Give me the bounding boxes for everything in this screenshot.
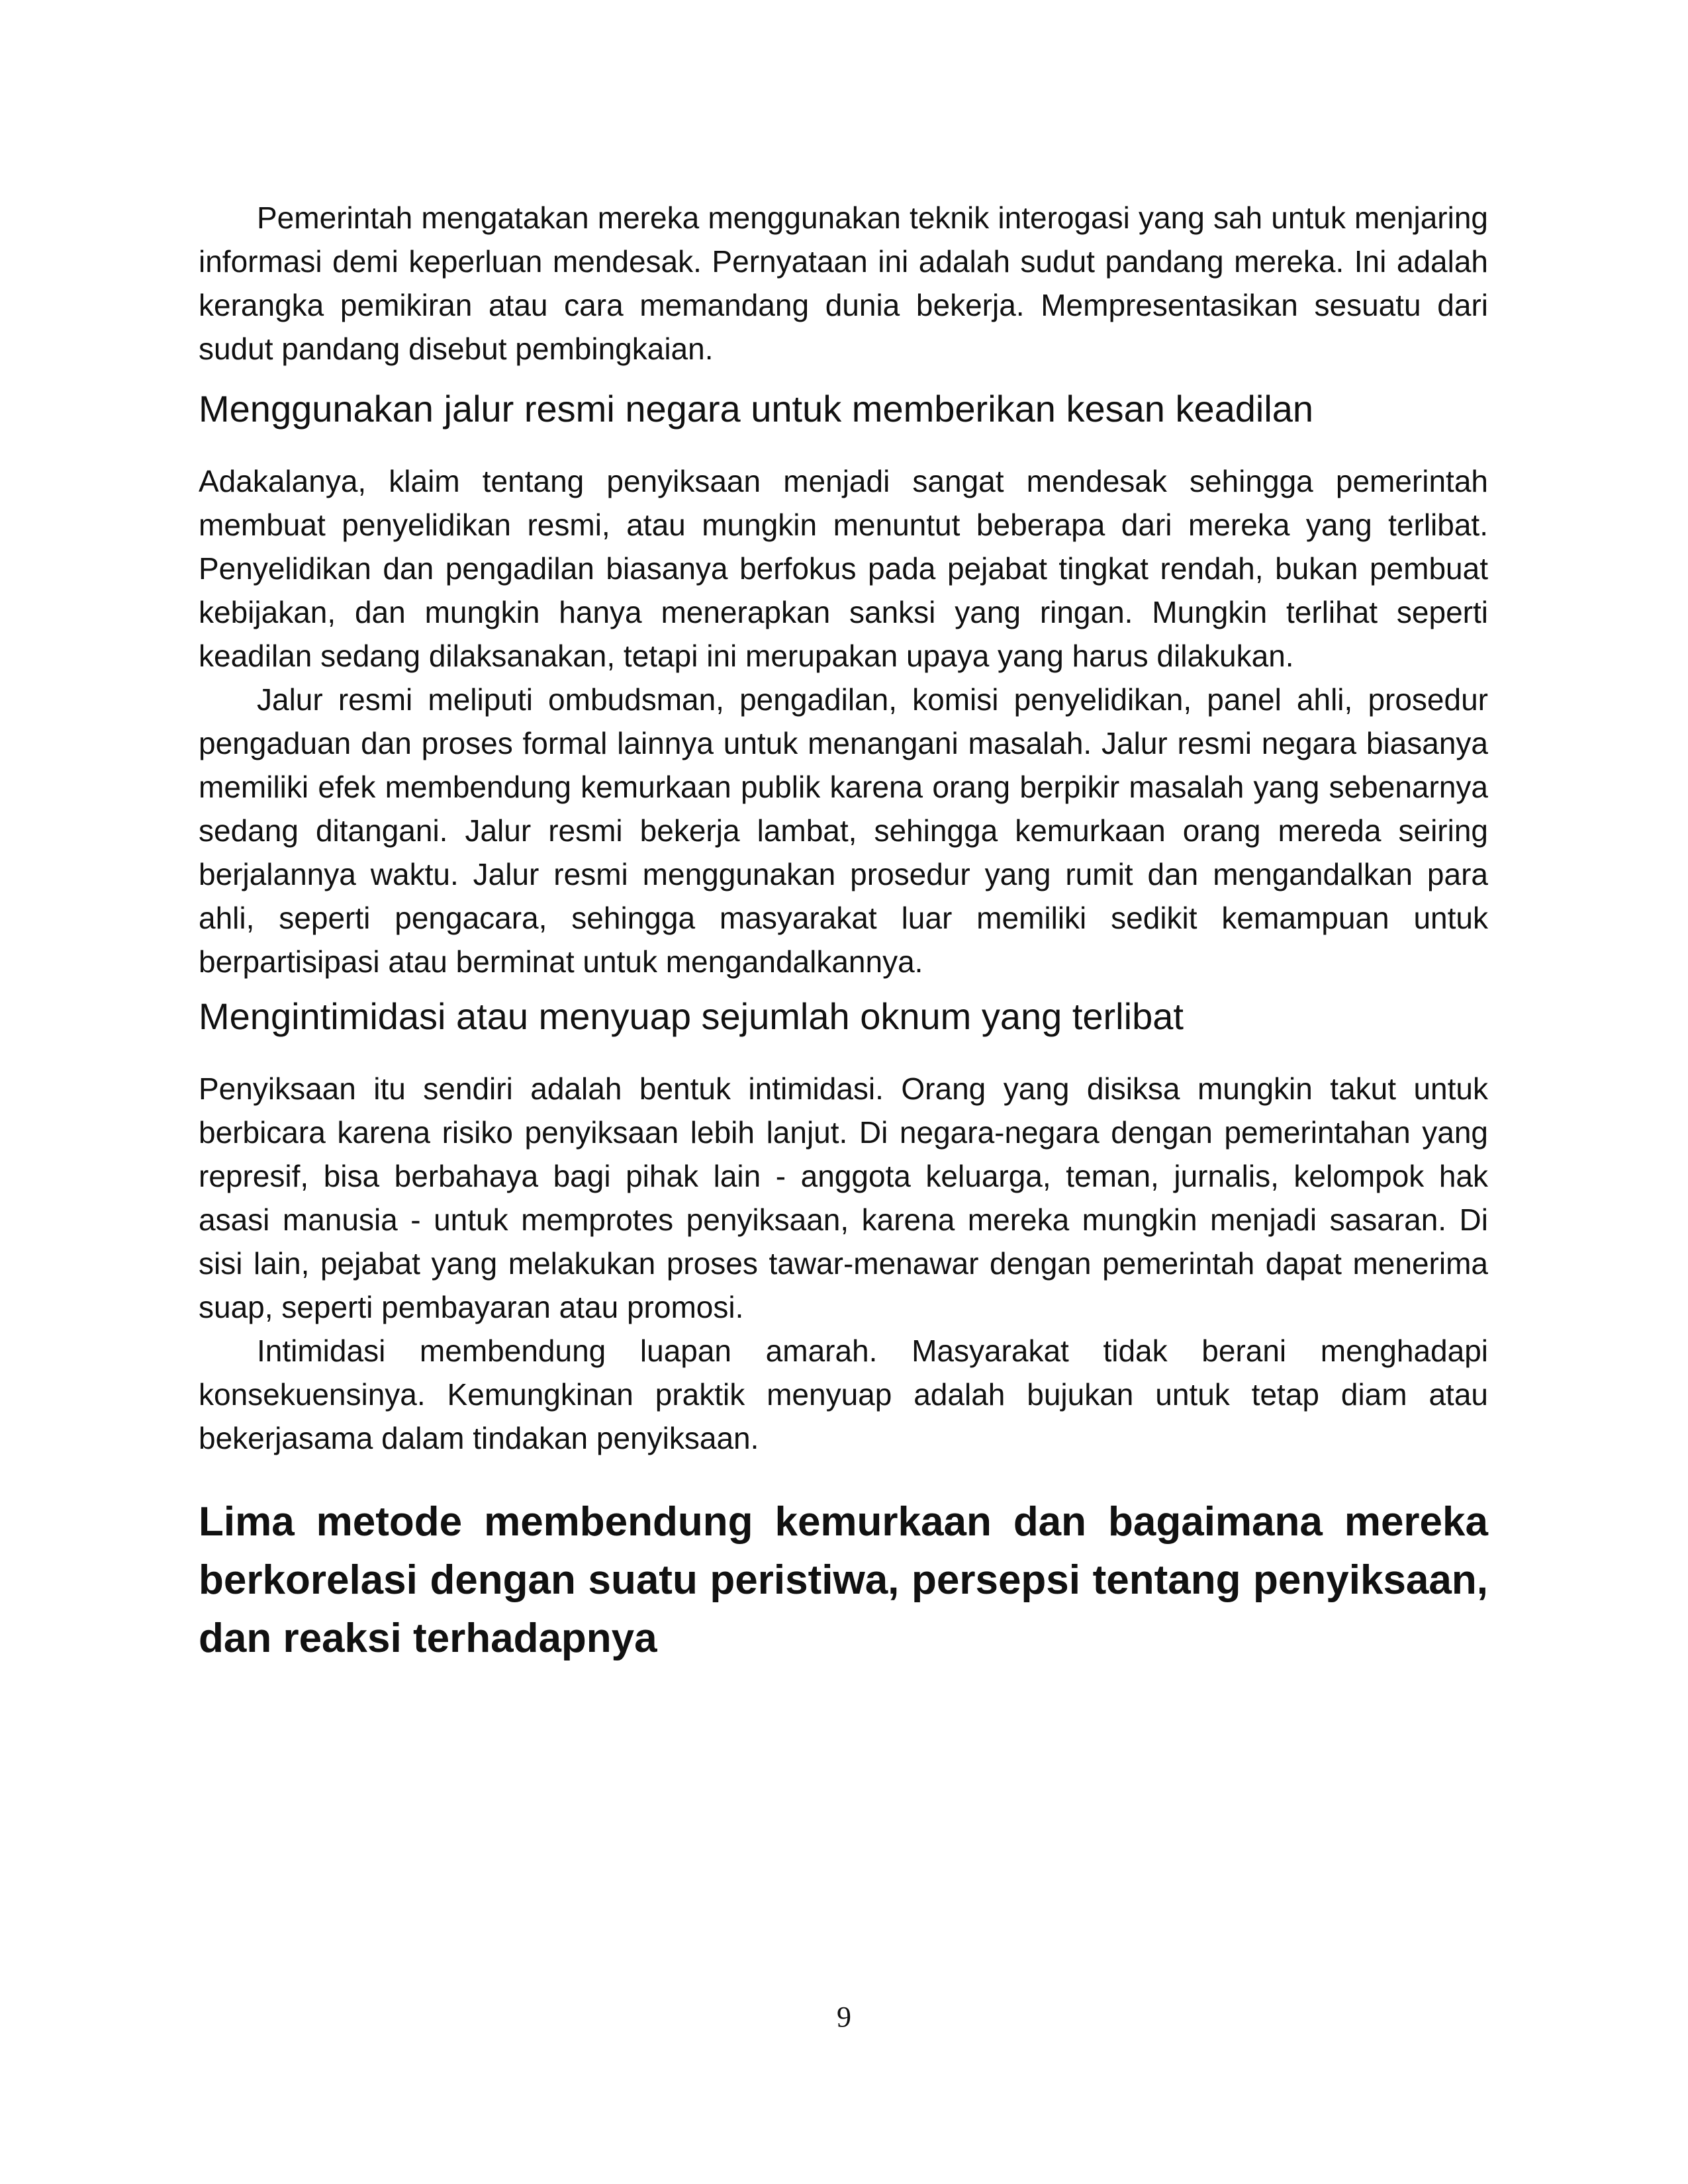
subheading-official-channels: Menggunakan jalur resmi negara untuk memberikan kesan keadilan	[199, 388, 1314, 430]
subheading-intimidation-bribery: Mengintimidasi atau menyuap sejumlah oknum yang terlibat	[199, 995, 1184, 1037]
paragraph-official-channels-effect: Jalur resmi meliputi ombudsman, pengadilan, komisi penyelidikan, panel ahli, prosedur pengaduan dan proses formal lainnya untuk menangani masalah. Jalur resmi negara biasanya memiliki efek membendung kemurkaan publik karena orang berpikir masalah yang sebenarnya sedang ditangani. Jalur resmi bekerja lambat, sehingga kemurkaan orang mereda seiring berjalannya waktu. Jalur resmi menggunakan prosedur yang rumit dan mengandalkan para ahli, seperti pengacara, sehingga masyarakat luar memiliki sedikit kemampuan untuk berpartisipasi atau berminat untuk mengandalkannya.	[199, 682, 1488, 979]
paragraph-intimidation-effect: Intimidasi membendung luapan amarah. Masyarakat tidak berani menghadapi konsekuensinya. Kemungkinan praktik menyuap adalah bujukan untuk tetap diam atau bekerjasama dalam tindakan penyiksaan.	[199, 1334, 1488, 1455]
paragraph-official-investigation: Adakalanya, klaim tentang penyiksaan menjadi sangat mendesak sehingga pemerintah membuat penyelidikan resmi, atau mungkin menuntut beberapa dari mereka yang terlibat. Penyelidikan dan pengadilan biasanya berfokus pada pejabat tingkat rendah, bukan pembuat kebijakan, dan mungkin hanya menerapkan sanksi yang ringan. Mungkin terlihat seperti keadilan sedang dilaksanakan, tetapi ini merupakan upaya yang harus dilakukan.	[199, 464, 1488, 673]
page-content	[199, 196, 1488, 1668]
section-heading-five-methods: Lima metode membendung kemurkaan dan bagaimana mereka berkorelasi dengan suatu peristiwa, persepsi tentang penyiksaan, dan reaksi terhadapnya	[199, 1499, 1488, 1661]
paragraph-torture-intimidation: Penyiksaan itu sendiri adalah bentuk intimidasi. Orang yang disiksa mungkin takut untuk berbicara karena risiko penyiksaan lebih lanjut. Di negara-negara dengan pemerintahan yang represif, bisa berbahaya bagi pihak lain - anggota keluarga, teman, jurnalis, kelompok hak asasi manusia - untuk memprotes penyiksaan, karena mereka mungkin menjadi sasaran. Di sisi lain, pejabat yang melakukan proses tawar-menawar dengan pemerintah dapat menerima suap, seperti pembayaran atau promosi.	[199, 1071, 1488, 1324]
page-number: 9	[837, 2001, 851, 2033]
paragraph-framing: Pemerintah mengatakan mereka menggunakan teknik interogasi yang sah untuk menjaring informasi demi keperluan mendesak. Pernyataan ini adalah sudut pandang mereka. Ini adalah kerangka pemikiran atau cara memandang dunia bekerja. Mempresentasikan sesuatu dari sudut pandang disebut pembingkaian.	[199, 201, 1488, 366]
